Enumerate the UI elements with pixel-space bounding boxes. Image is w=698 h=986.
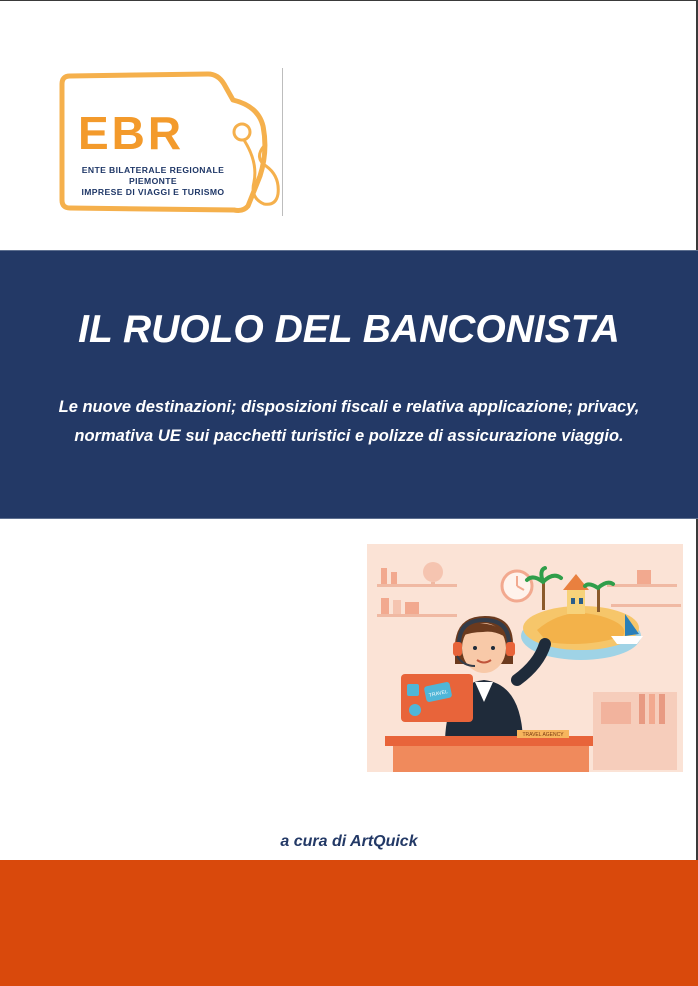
illustration-graphic — [367, 544, 683, 772]
logo-line-3: IMPRESE DI VIAGGI E TURISMO — [81, 187, 225, 197]
ebr-logo — [58, 66, 288, 218]
title-band — [0, 250, 698, 519]
footer-bar — [0, 860, 698, 986]
laptop-sticker-text: TRAVEL — [428, 689, 449, 699]
document-title: IL RUOLO DEL BANCONISTA — [78, 308, 620, 351]
logo-line-1: ENTE BILATERALE REGIONALE — [81, 165, 225, 175]
travel-agent-illustration — [367, 544, 683, 772]
logo-line-2: PIEMONTE — [128, 176, 178, 186]
author-credit: a cura di ArtQuick — [280, 833, 418, 850]
logo-wordmark: EBR — [78, 107, 185, 159]
document-subtitle: Le nuove destinazioni; disposizioni fiscali e relativa applicazione; privacy, normativa UE sui pacchetti turistici e polizze di assicurazione viaggio. — [58, 398, 640, 445]
page-border-top — [0, 0, 698, 1]
logo-divider — [282, 68, 283, 216]
desk-sign-text: TRAVEL AGENCY — [522, 732, 564, 738]
